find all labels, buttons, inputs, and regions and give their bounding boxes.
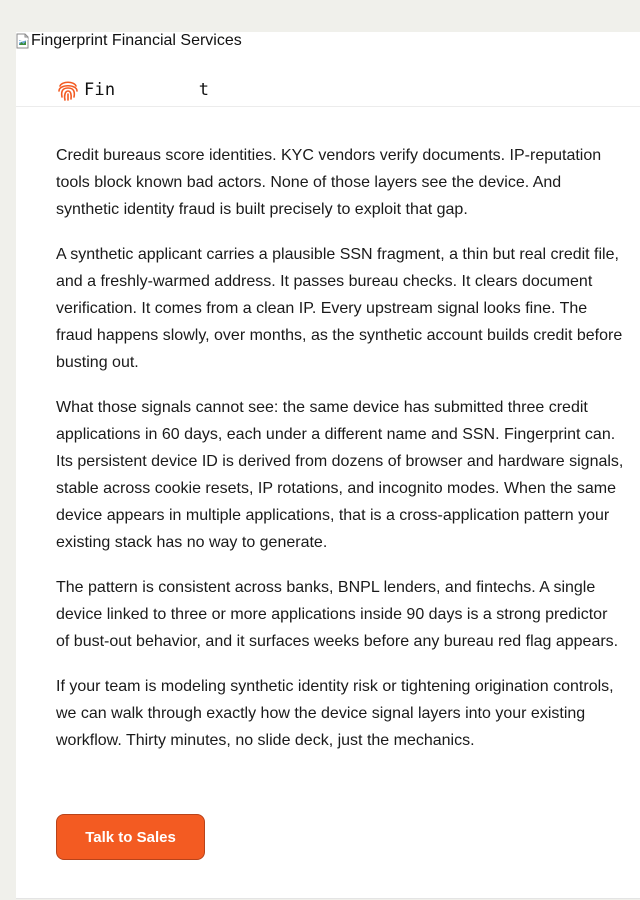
broken-image-icon (16, 33, 30, 49)
body-paragraph: If your team is modeling synthetic identity risk or tightening origination controls, we can walk through exactly how the device signal layers into your existing workflow. Thirty minutes, no slide deck, just the mechanics. (56, 678, 614, 749)
body-paragraph: The pattern is consistent across banks, BNPL lenders, and fintechs. A single device linked to three or more applications inside 90 days is a strong predictor of bust-out behavior, and it surfaces weeks before any bureau red flag appears. (56, 579, 619, 650)
header-image-alt-text: Fingerprint Financial Services (31, 32, 242, 49)
body-paragraph: A synthetic applicant carries a plausible SSN fragment, a thin but real credit file, and a freshly-warmed address. It passes bureau checks. It clears document verification. It comes from a clean IP. Every upstream signal looks fine. The fraud happens slowly, over months, as the synthetic account builds credit before busting out. (56, 246, 623, 371)
email-card (16, 32, 640, 899)
brand-logo[interactable] (56, 76, 209, 104)
body-paragraph: What those signals cannot see: the same device has submitted three credit applications in 60 days, each under a different name and SSN. Fingerprint can. Its persistent device ID is derived from dozens of browser and hardware signals, stable across cookie resets, IP rotations, and incognito modes. When the same device appears in multiple applications, that is a cross-application pattern your existing stack has no way to generate. (56, 399, 624, 551)
email-body (56, 142, 624, 772)
talk-to-sales-button[interactable]: Talk to Sales (56, 814, 205, 860)
header-image (16, 32, 242, 50)
email-header (16, 72, 640, 107)
body-paragraph: Credit bureaus score identities. KYC vendors verify documents. IP-reputation tools block known bad actors. None of those layers see the device. And synthetic identity fraud is built precisely to exploit that gap. (56, 147, 602, 218)
brand-wordmark: Fin t (84, 80, 210, 100)
fingerprint-icon (56, 77, 80, 103)
